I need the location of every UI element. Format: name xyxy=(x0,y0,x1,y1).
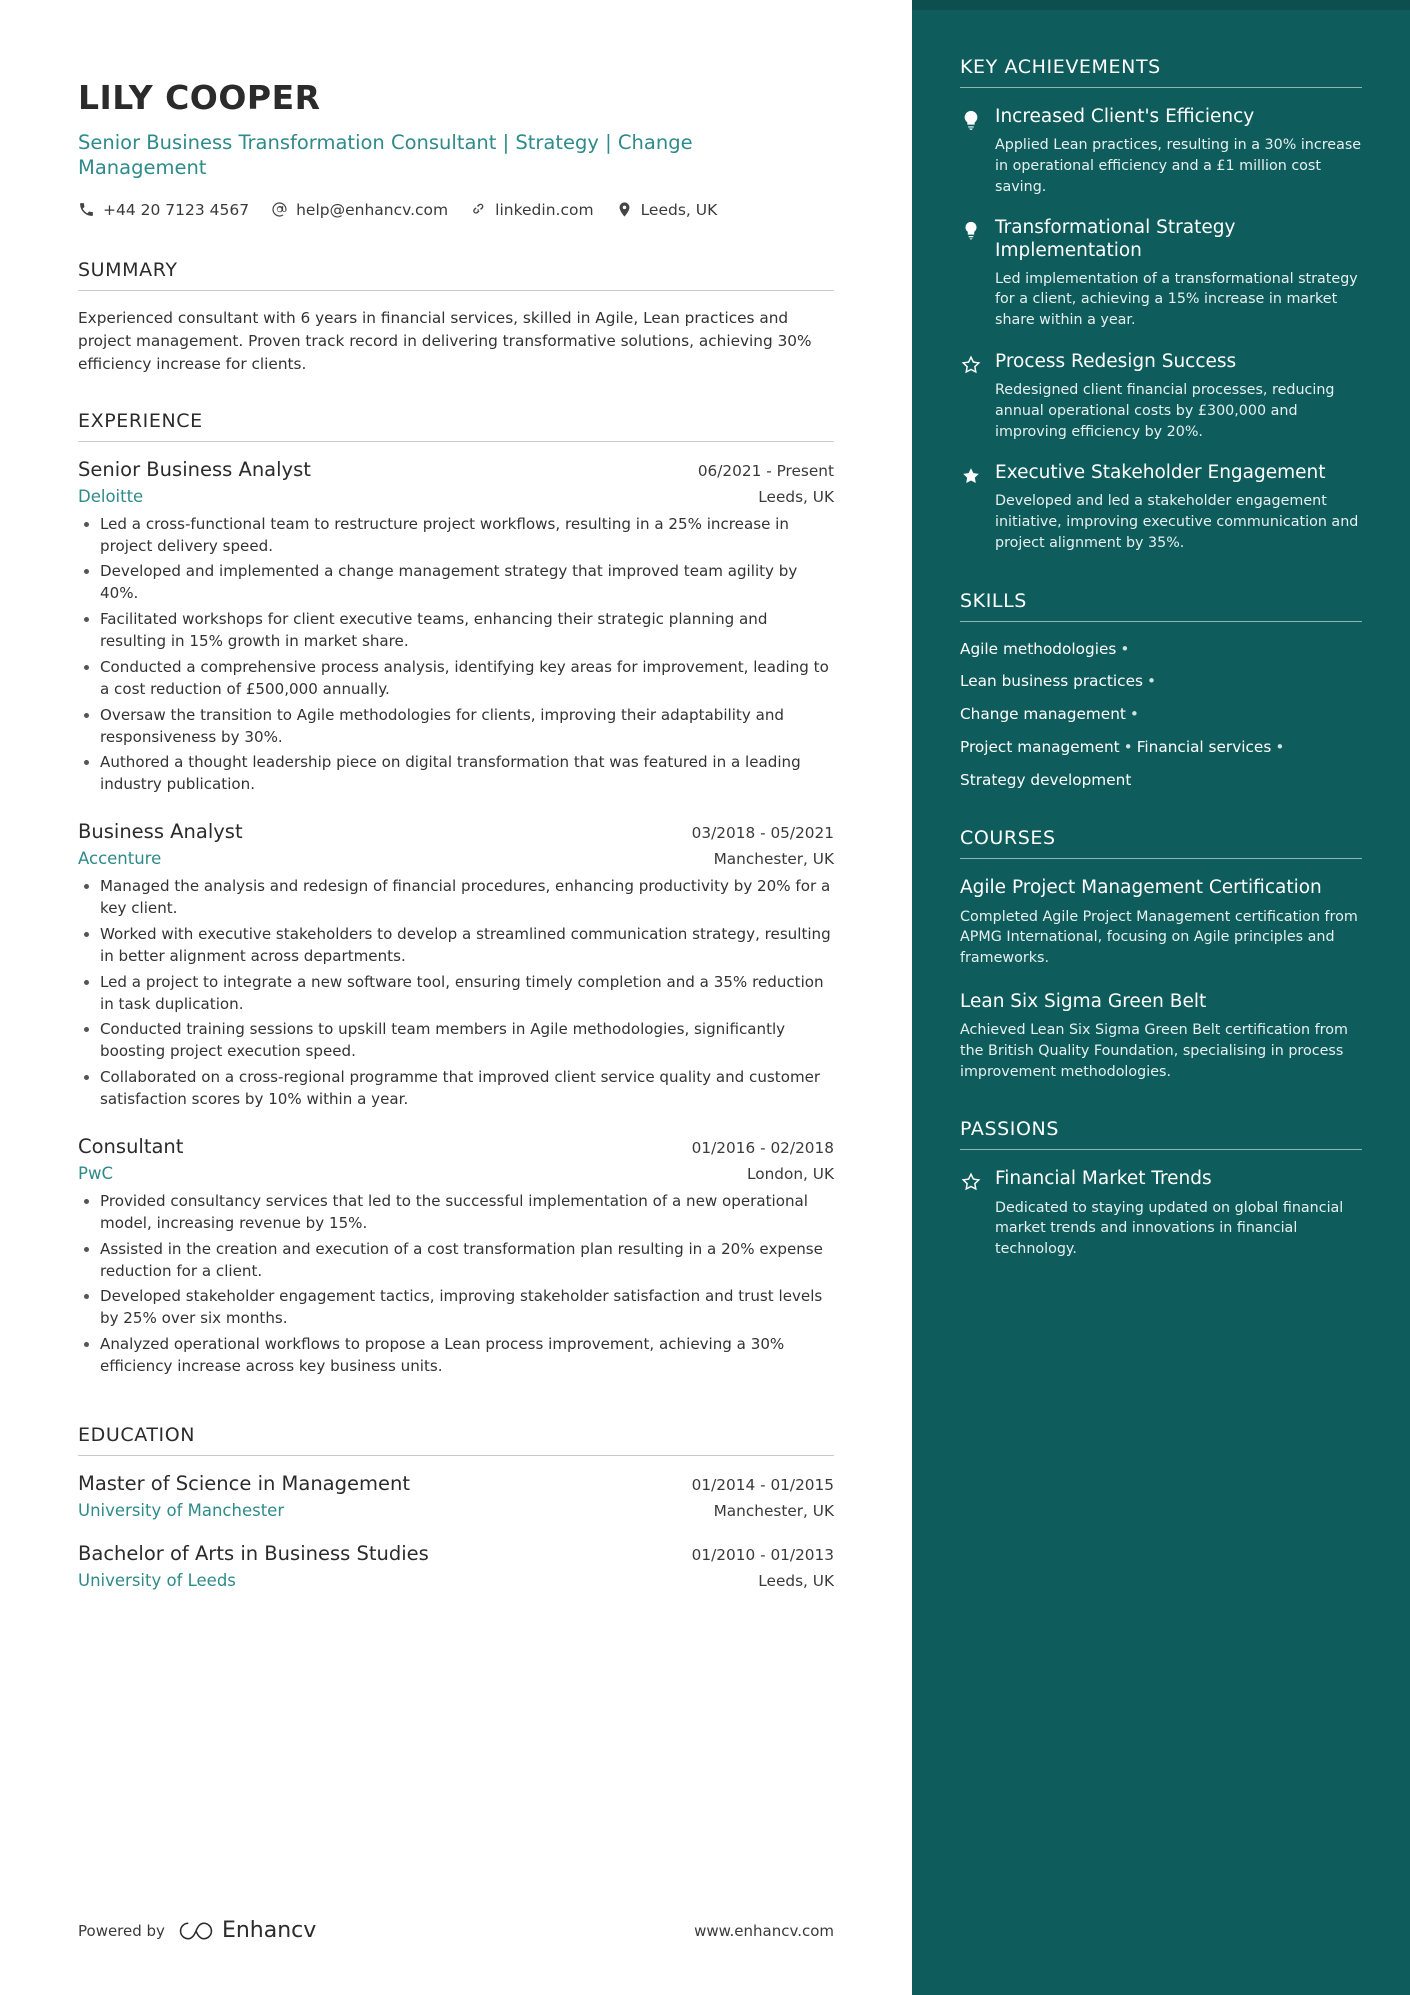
skill-item: Strategy development xyxy=(960,771,1132,790)
passion-description: Dedicated to staying updated on global financial market trends and innovations in financial technology. xyxy=(995,1199,1344,1257)
skill-separator: • xyxy=(1120,639,1130,658)
education-entry-subheader xyxy=(78,1571,834,1590)
school-name: University of Leeds xyxy=(78,1570,236,1590)
contact-row xyxy=(78,201,834,219)
achievement-item xyxy=(960,217,1362,331)
footer-website[interactable]: www.enhancv.com xyxy=(694,1921,834,1940)
school-location: Leeds, UK xyxy=(758,1571,834,1590)
skill-item: Financial services xyxy=(1136,738,1272,757)
job-date: 06/2021 - Present xyxy=(697,461,834,480)
course-title: Agile Project Management Certification xyxy=(960,876,1322,898)
job-bullet-list xyxy=(78,1191,834,1378)
summary-section-title: SUMMARY xyxy=(78,259,834,291)
skill-row xyxy=(960,640,1362,660)
list-item: Oversaw the transition to Agile methodologies for clients, improving their adaptability and responsiveness by 30%. xyxy=(78,705,834,749)
list-item: Analyzed operational workflows to propose a Lean process improvement, achieving a 30% efficiency increase across key business units. xyxy=(78,1334,834,1378)
list-item: Led a cross-functional team to restructure project workflows, resulting in a 25% increase in project delivery speed. xyxy=(78,514,834,558)
list-item: Developed stakeholder engagement tactics, improving stakeholder satisfaction and trust levels by 25% over six months. xyxy=(78,1286,834,1330)
passions-section-title: PASSIONS xyxy=(960,1118,1362,1150)
skill-item: Lean business practices xyxy=(960,672,1143,691)
job-date: 03/2018 - 05/2021 xyxy=(691,824,834,843)
achievement-title: Executive Stakeholder Engagement xyxy=(995,462,1326,484)
link-icon xyxy=(470,201,487,218)
achievements-section xyxy=(960,56,1362,554)
professional-headline: Senior Business Transformation Consultant | Strategy | Change Management xyxy=(78,131,693,179)
achievement-body xyxy=(995,106,1362,197)
brand-name: Enhancv xyxy=(221,1918,317,1943)
achievement-title: Increased Client's Efficiency xyxy=(995,106,1255,127)
achievement-description: Applied Lean practices, resulting in a 30% increase in operational efficiency and a £1 million cost saving. xyxy=(995,137,1362,195)
skill-row xyxy=(960,705,1362,725)
list-item: Authored a thought leadership piece on digital transformation that was featured in a leading industry publication. xyxy=(78,752,834,796)
page-footer xyxy=(78,1918,834,1943)
job-bullet-list xyxy=(78,876,834,1111)
summary-text: Experienced consultant with 6 years in financial services, skilled in Agile, Lean practices and project management. Proven track record in delivering transformative solutions, achieving 30% efficiency increase for clients. xyxy=(78,308,812,373)
star-filled-icon xyxy=(960,465,982,487)
education-entry-header xyxy=(78,1472,834,1495)
achievement-description: Redesigned client financial processes, reducing annual operational costs by £300,000 and improving efficiency by 20%. xyxy=(995,382,1335,440)
experience-entry-header xyxy=(78,1135,834,1158)
school-location: Manchester, UK xyxy=(713,1501,834,1520)
education-entry-header xyxy=(78,1542,834,1565)
experience-entry-header xyxy=(78,458,834,481)
achievement-description: Developed and led a stakeholder engagement initiative, improving executive communication and project alignment by 35%. xyxy=(995,493,1359,551)
bulb-idea-icon xyxy=(960,109,982,131)
courses-section xyxy=(960,827,1362,1082)
job-bullet-list xyxy=(78,514,834,797)
achievement-title: Transformational Strategy Implementation xyxy=(995,217,1236,261)
contact-location xyxy=(616,201,718,219)
star-outline-icon xyxy=(960,354,982,376)
skill-separator: • xyxy=(1275,738,1285,757)
passion-item xyxy=(960,1168,1362,1259)
contact-email[interactable] xyxy=(271,201,448,219)
experience-entry-subheader xyxy=(78,1164,834,1183)
experience-entry-subheader xyxy=(78,487,834,506)
infinity-logo-icon xyxy=(179,1920,213,1942)
experience-section xyxy=(78,410,834,1378)
list-item: Collaborated on a cross-regional programme that improved client service quality and customer satisfaction scores by 10% within a year. xyxy=(78,1067,834,1111)
lightbulb-icon xyxy=(960,220,982,242)
skill-separator: • xyxy=(1146,672,1156,691)
skill-separator: • xyxy=(1123,738,1133,757)
list-item: Conducted training sessions to upskill team members in Agile methodologies, significantly boosting project execution speed. xyxy=(78,1019,834,1063)
course-title: Lean Six Sigma Green Belt xyxy=(960,990,1207,1012)
spacer xyxy=(78,1402,834,1424)
experience-entry-header xyxy=(78,820,834,843)
skill-item: Project management xyxy=(960,738,1120,757)
skill-item: Change management xyxy=(960,705,1126,724)
contact-phone-text: +44 20 7123 4567 xyxy=(103,200,250,219)
achievement-title: Process Redesign Success xyxy=(995,350,1237,372)
passions-section xyxy=(960,1118,1362,1259)
experience-entry xyxy=(78,1135,834,1378)
company-name: PwC xyxy=(78,1163,113,1183)
achievement-description: Led implementation of a transformational strategy for a client, achieving a 15% increase in market share within a year. xyxy=(995,270,1358,329)
job-location: London, UK xyxy=(746,1164,834,1183)
education-entry xyxy=(78,1542,834,1590)
education-entry xyxy=(78,1472,834,1520)
education-entry-subheader xyxy=(78,1501,834,1520)
powered-by-block xyxy=(78,1918,316,1943)
job-title: Consultant xyxy=(78,1134,184,1158)
course-item xyxy=(960,877,1362,969)
skill-row xyxy=(960,771,1362,791)
skills-list xyxy=(960,640,1362,791)
degree-title: Bachelor of Arts in Business Studies xyxy=(78,1541,429,1565)
contact-location-text: Leeds, UK xyxy=(640,200,718,219)
list-item: Conducted a comprehensive process analysis, identifying key areas for improvement, leading to a cost reduction of £500,000 annually. xyxy=(78,657,834,701)
degree-title: Master of Science in Management xyxy=(78,1471,411,1495)
skills-section-title: SKILLS xyxy=(960,590,1362,622)
contact-linkedin-text: linkedin.com xyxy=(495,200,594,219)
list-item: Led a project to integrate a new software tool, ensuring timely completion and a 35% reduction in task duplication. xyxy=(78,972,834,1016)
summary-section xyxy=(78,259,834,376)
list-item: Managed the analysis and redesign of financial procedures, enhancing productivity by 20% for a key client. xyxy=(78,876,834,920)
achievement-body xyxy=(995,462,1362,553)
list-item: Facilitated workshops for client executive teams, enhancing their strategic planning and resulting in 15% growth in market share. xyxy=(78,609,834,653)
phone-icon xyxy=(78,201,95,218)
company-name: Accenture xyxy=(78,849,162,869)
passion-body xyxy=(995,1168,1362,1259)
course-description: Completed Agile Project Management certification from APMG International, focusing on Agile principles and frameworks. xyxy=(960,908,1358,966)
page-title: LILY COOPER xyxy=(78,78,321,117)
star-outline-icon xyxy=(960,1171,982,1193)
contact-linkedin[interactable] xyxy=(470,201,593,219)
course-item xyxy=(960,991,1362,1083)
powered-by-label: Powered by xyxy=(78,1921,165,1940)
achievements-section-title: KEY ACHIEVEMENTS xyxy=(960,56,1362,88)
contact-phone[interactable] xyxy=(78,201,249,219)
achievement-item xyxy=(960,462,1362,553)
experience-section-title: EXPERIENCE xyxy=(78,410,834,442)
courses-section-title: COURSES xyxy=(960,827,1362,859)
experience-entry-subheader xyxy=(78,849,834,868)
achievement-item xyxy=(960,106,1362,197)
job-date: 01/2016 - 02/2018 xyxy=(691,1138,834,1157)
location-pin-icon xyxy=(616,201,633,218)
education-section xyxy=(78,1424,834,1590)
skills-section xyxy=(960,590,1362,791)
list-item: Assisted in the creation and execution of a cost transformation plan resulting in a 20% expense reduction for a client. xyxy=(78,1239,834,1283)
experience-entry xyxy=(78,820,834,1111)
skill-row xyxy=(960,672,1362,692)
job-location: Leeds, UK xyxy=(758,487,834,506)
course-description: Achieved Lean Six Sigma Green Belt certification from the British Quality Foundation, specialising in process improvement methodologies. xyxy=(960,1022,1348,1080)
achievement-item xyxy=(960,351,1362,442)
experience-entry xyxy=(78,458,834,797)
skill-separator: • xyxy=(1129,705,1139,724)
job-title: Business Analyst xyxy=(78,820,243,844)
resume-sidebar xyxy=(912,0,1410,1995)
list-item: Developed and implemented a change management strategy that improved team agility by 40%. xyxy=(78,561,834,605)
job-location: Manchester, UK xyxy=(713,850,834,869)
degree-date: 01/2014 - 01/2015 xyxy=(691,1475,834,1494)
company-name: Deloitte xyxy=(78,486,144,506)
degree-date: 01/2010 - 01/2013 xyxy=(691,1545,834,1564)
school-name: University of Manchester xyxy=(78,1500,285,1520)
skill-row xyxy=(960,738,1362,758)
sidebar-topbar xyxy=(912,0,1410,10)
enhancv-brand xyxy=(179,1918,316,1943)
job-title: Senior Business Analyst xyxy=(78,457,311,481)
education-section-title: EDUCATION xyxy=(78,1424,834,1456)
list-item: Worked with executive stakeholders to develop a streamlined communication strategy, resulting in better alignment across departments. xyxy=(78,924,834,968)
contact-email-text: help@enhancv.com xyxy=(296,200,449,219)
passion-title: Financial Market Trends xyxy=(995,1168,1212,1190)
achievement-body xyxy=(995,351,1362,442)
list-item: Provided consultancy services that led to the successful implementation of a new operational model, increasing revenue by 15%. xyxy=(78,1191,834,1235)
achievement-body xyxy=(995,217,1362,331)
skill-item: Agile methodologies xyxy=(960,639,1117,658)
email-icon xyxy=(271,201,288,218)
